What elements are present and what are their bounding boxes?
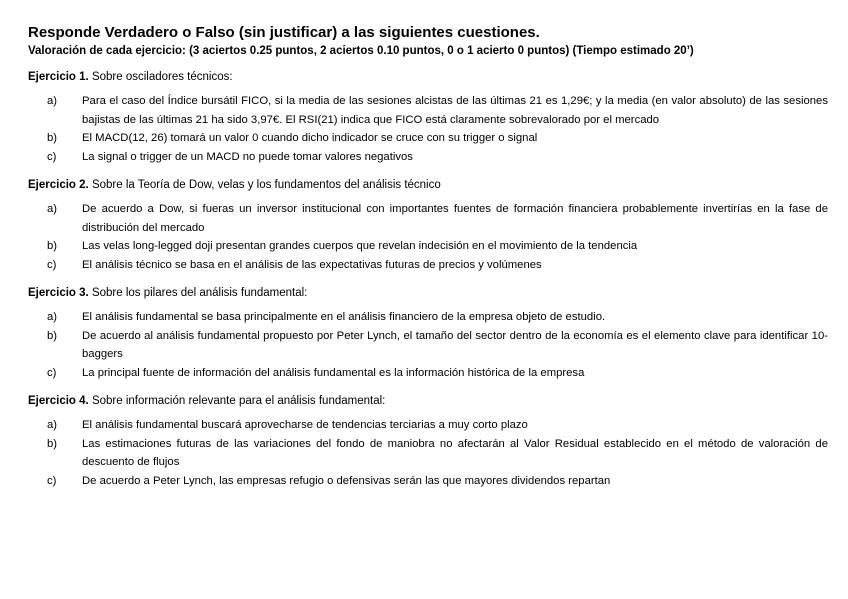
question-item (28, 200, 828, 237)
question-letter: a) (47, 419, 58, 431)
question-item (28, 327, 828, 364)
question-list (28, 308, 828, 382)
question-text: Para el caso del Índice bursátil FICO, si la media de las sesiones alcistas de las últimas 21 es 1,29€; y la media (en valor absoluto) de las sesiones bajistas de las últimas 21 ha sido 3,97€. El RSI(21) indica que FICO está claramente sobrevalorado por el mercado (82, 95, 828, 126)
question-item (28, 364, 828, 383)
exercise-heading (28, 179, 828, 191)
question-item (28, 92, 828, 129)
question-text: De acuerdo al análisis fundamental propuesto por Peter Lynch, el tamaño del sector dentro de la economía es el elemento clave para identificar 10-baggers (82, 329, 828, 360)
question-item (28, 308, 828, 327)
question-text: El análisis fundamental se basa principalmente en el análisis financiero de la empresa objeto de estudio. (82, 311, 606, 323)
exercise-heading (28, 71, 828, 83)
question-text: Las velas long-legged doji presentan grandes cuerpos que revelan indecisión en el movimiento de la tendencia (82, 240, 638, 252)
question-list (28, 200, 828, 274)
question-item (28, 129, 828, 148)
exercise-heading (28, 287, 828, 299)
question-text: De acuerdo a Dow, si fueras un inversor institucional con importantes fuentes de formación financiera probablemente invertirías en la fase de distribución del mercado (82, 203, 828, 234)
question-item (28, 256, 828, 275)
exercise-topic: Sobre osciladores técnicos: (91, 71, 233, 83)
question-letter: c) (47, 258, 57, 271)
exercise-topic: Sobre los pilares del análisis fundamental: (91, 287, 308, 299)
question-item (28, 472, 828, 491)
question-letter: c) (47, 474, 57, 487)
question-letter: b) (47, 240, 58, 252)
question-text: La principal fuente de información del análisis fundamental es la información histórica de la empresa (82, 366, 585, 379)
exercise-heading (28, 395, 828, 407)
exercise-label: Ejercicio 2. (28, 179, 89, 191)
question-letter: a) (47, 203, 58, 215)
question-letter: c) (47, 366, 57, 379)
question-letter: b) (47, 329, 58, 342)
grading-note: Valoración de cada ejercicio: (3 aciertos 0.25 puntos, 2 aciertos 0.10 puntos, 0 o 1 acierto 0 puntos) (Tiempo estimado 20’) (28, 45, 694, 57)
question-text: De acuerdo a Peter Lynch, las empresas refugio o defensivas serán las que mayores dividendos repartan (82, 474, 611, 487)
question-letter: a) (47, 311, 58, 323)
question-list (28, 416, 828, 490)
question-letter: b) (47, 437, 58, 450)
question-item (28, 148, 828, 167)
exercise-topic: Sobre la Teoría de Dow, velas y los fundamentos del análisis técnico (91, 179, 441, 191)
question-item (28, 435, 828, 472)
question-item (28, 237, 828, 256)
question-letter: b) (47, 132, 58, 144)
exercise-4 (28, 395, 828, 490)
question-text: La signal o trigger de un MACD no puede tomar valores negativos (82, 150, 413, 163)
page-title: Responde Verdadero o Falso (sin justificar) a las siguientes cuestiones. (28, 24, 540, 41)
question-letter: c) (47, 150, 57, 163)
exercise-label: Ejercicio 1. (28, 71, 89, 83)
question-text: Las estimaciones futuras de las variaciones del fondo de maniobra no afectarán al Valor Residual establecido en el método de valoración de descuento de flujos (82, 437, 828, 468)
exercise-2 (28, 179, 828, 274)
exercise-topic: Sobre información relevante para el análisis fundamental: (91, 395, 386, 407)
exercise-3 (28, 287, 828, 382)
exercise-label: Ejercicio 4. (28, 395, 89, 407)
question-text: El análisis técnico se basa en el análisis de las expectativas futuras de precios y volúmenes (82, 258, 542, 271)
exercise-1 (28, 71, 828, 166)
question-item (28, 416, 828, 435)
question-text: El análisis fundamental buscará aprovecharse de tendencias terciarias a muy corto plazo (82, 419, 528, 431)
exercise-label: Ejercicio 3. (28, 287, 89, 299)
question-list (28, 92, 828, 166)
question-letter: a) (47, 95, 58, 107)
question-text: El MACD(12, 26) tomará un valor 0 cuando dicho indicador se cruce con su trigger o signal (82, 132, 538, 144)
